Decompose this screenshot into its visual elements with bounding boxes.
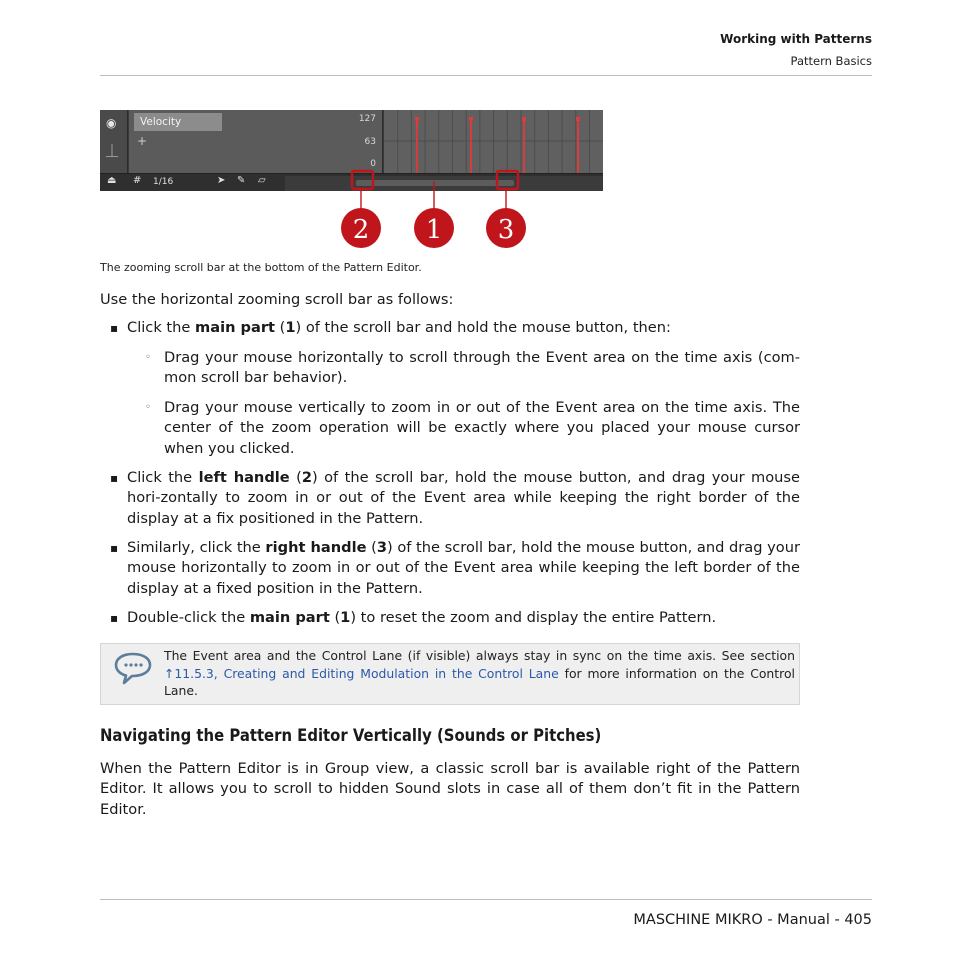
note-box bbox=[100, 643, 800, 705]
callout-1-number: 1 bbox=[425, 215, 443, 245]
sub-bullet-marker: ◦ bbox=[145, 352, 151, 363]
footer-divider bbox=[100, 899, 872, 900]
header-divider bbox=[100, 75, 872, 76]
velocity-label[interactable]: Velocity bbox=[134, 113, 222, 131]
bullet-left-handle: ▪ Click the left handle (2) of the scroll bar, hold the mouse button, and drag your mouse hori-zontally to zoom in or out of the Event area while keeping the right border of the display at a fix positioned in the Pattern. bbox=[110, 469, 800, 527]
right-handle-highlight bbox=[497, 171, 518, 189]
control-lane-icon: ⏊ bbox=[106, 144, 119, 158]
figure-caption: The zooming scroll bar at the bottom of the Pattern Editor. bbox=[100, 261, 422, 274]
callout-2-number: 2 bbox=[352, 215, 370, 245]
modulation-icon: ◉ bbox=[106, 116, 117, 130]
scale-max: 127 bbox=[358, 114, 376, 124]
closing-paragraph: When the Pattern Editor is in Group view, a classic scroll bar is available right of the Pattern Editor. It allows you to scroll to hidden Sound slots in case all of them don’t fit in the Pattern Editor. bbox=[100, 760, 800, 818]
bullet-double-click: ▪ Double-click the main part (1) to reset the zoom and display the entire Pattern. bbox=[110, 608, 800, 628]
note-text: The Event area and the Control Lane (if visible) always stay in sync on the time axis. See section ↑11.5.3, Creating and Editing Modulation in the Control Lane for more information on the Control Lane. bbox=[164, 648, 795, 699]
speech-bubble-icon bbox=[113, 650, 153, 686]
grid-resolution[interactable]: 1/16 bbox=[153, 177, 174, 187]
eject-icon[interactable]: ⏏ bbox=[107, 175, 117, 186]
grid-icon[interactable]: # bbox=[133, 175, 142, 186]
callout-3-number: 3 bbox=[497, 215, 515, 245]
sub-bullet-marker: ◦ bbox=[145, 402, 151, 413]
scale-mid: 63 bbox=[364, 137, 376, 147]
figure-callouts bbox=[100, 160, 603, 260]
bullet-marker: ▪ bbox=[110, 541, 119, 555]
bullet-main-part: ▪ Click the main part (1) of the scroll bar and hold the mouse button, then: bbox=[110, 318, 800, 338]
section-title: Pattern Basics bbox=[790, 54, 872, 68]
page-footer: MASCHINE MIKRO - Manual - 405 bbox=[633, 912, 872, 928]
sub-bullet-vertical: ◦ Drag your mouse vertically to zoom in or out of the Event area on the time axis. The center of the zoom operation will be exactly where you placed your mouse cursor when you clicked. bbox=[145, 399, 800, 457]
section-link[interactable]: ↑11.5.3, Creating and Editing Modulation in the Control Lane bbox=[164, 665, 559, 681]
running-header bbox=[720, 32, 872, 68]
left-handle-highlight bbox=[352, 171, 373, 189]
section-heading: Navigating the Pattern Editor Vertically (Sounds or Pitches) bbox=[100, 726, 602, 745]
pencil-tool-icon[interactable]: ✎ bbox=[237, 175, 246, 186]
eraser-tool-icon[interactable]: ▱ bbox=[258, 175, 266, 186]
bullet-marker: ▪ bbox=[110, 471, 119, 485]
intro-paragraph: Use the horizontal zooming scroll bar as follows: bbox=[100, 291, 454, 308]
add-lane-icon[interactable]: + bbox=[137, 134, 148, 148]
select-tool-icon[interactable]: ➤ bbox=[217, 175, 226, 186]
bullet-marker: ▪ bbox=[110, 321, 119, 335]
bullet-marker: ▪ bbox=[110, 611, 119, 625]
sub-bullet-horizontal: ◦ Drag your mouse horizontally to scroll through the Event area on the time axis (com-mon scroll bar behavior). bbox=[145, 349, 800, 387]
bullet-right-handle: ▪ Similarly, click the right handle (3) of the scroll bar, hold the mouse button, and drag your mouse horizontally to zoom in or out of the Event area while keeping the left border of the display at a fixed position in the Pattern. bbox=[110, 539, 800, 597]
scale-min: 0 bbox=[370, 159, 376, 169]
chapter-title: Working with Patterns bbox=[720, 32, 872, 46]
